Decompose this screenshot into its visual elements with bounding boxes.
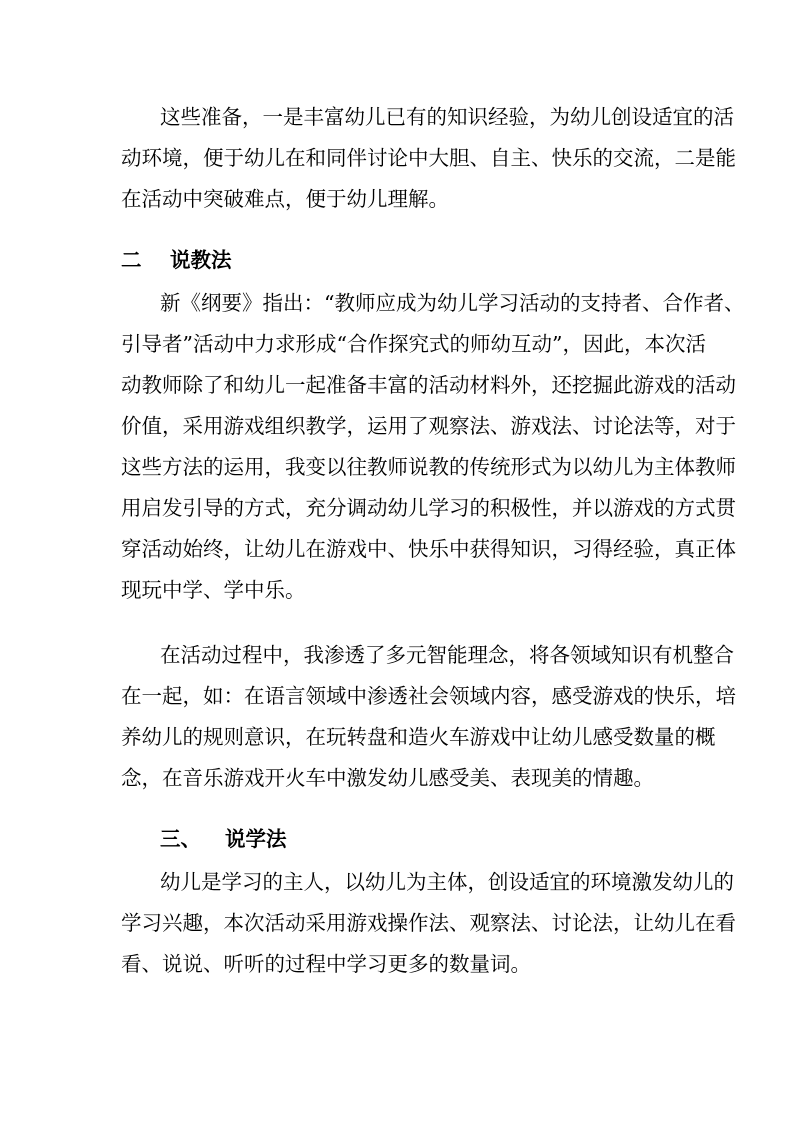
section-heading-teaching-method	[121, 245, 232, 275]
section-title: 说学法	[225, 827, 287, 851]
paragraph-line: 这些方法的运用，我变以往教师说教的传统形式为以幼儿为主体教师	[121, 455, 736, 479]
paragraph-line: 幼儿是学习的主人，以幼儿为主体，创设适宜的环境激发幼儿的	[160, 870, 734, 894]
paragraph-line: 穿活动始终，让幼儿在游戏中、快乐中获得知识，习得经验，真正体	[121, 537, 736, 561]
paragraph-line: 动环境，便于幼儿在和同伴讨论中大胆、自主、快乐的交流，二是能	[121, 146, 736, 170]
section-number: 二	[121, 248, 142, 272]
paragraph-line: 这些准备，一是丰富幼儿已有的知识经验，为幼儿创设适宜的活	[160, 105, 734, 129]
section-title: 说教法	[170, 248, 232, 272]
paragraph-line: 养幼儿的规则意识，在玩转盘和造火车游戏中让幼儿感受数量的概	[121, 725, 716, 749]
paragraph-line: 用启发引导的方式，充分调动幼儿学习的积极性，并以游戏的方式贯	[121, 496, 736, 520]
paragraph-line: 在一起，如：在语言领域中渗透社会领域内容，感受游戏的快乐，培	[121, 684, 736, 708]
paragraph-line: 价值，采用游戏组织教学，运用了观察法、游戏法、讨论法等，对于	[121, 414, 736, 438]
section-heading-learning-method	[160, 824, 287, 854]
paragraph-line: 看、说说、听听的过程中学习更多的数量词。	[121, 952, 531, 976]
paragraph-line: 动教师除了和幼儿一起准备丰富的活动材料外，还挖掘此游戏的活动	[121, 373, 736, 397]
paragraph-line: 新《纲要》指出：“教师应成为幼儿学习活动的支持者、合作者、	[160, 291, 745, 315]
paragraph-line: 念，在音乐游戏开火车中激发幼儿感受美、表现美的情趣。	[121, 766, 654, 790]
section-number: 三、	[160, 827, 201, 851]
paragraph-line: 引导者”活动中力求形成“合作探究式的师幼互动”，因此，本次活	[121, 332, 706, 356]
paragraph-line: 在活动过程中，我渗透了多元智能理念，将各领域知识有机整合	[160, 643, 734, 667]
paragraph-line: 现玩中学、学中乐。	[121, 578, 306, 602]
paragraph-line: 学习兴趣，本次活动采用游戏操作法、观察法、讨论法，让幼儿在看	[121, 911, 736, 935]
paragraph-line: 在活动中突破难点，便于幼儿理解。	[121, 187, 449, 211]
